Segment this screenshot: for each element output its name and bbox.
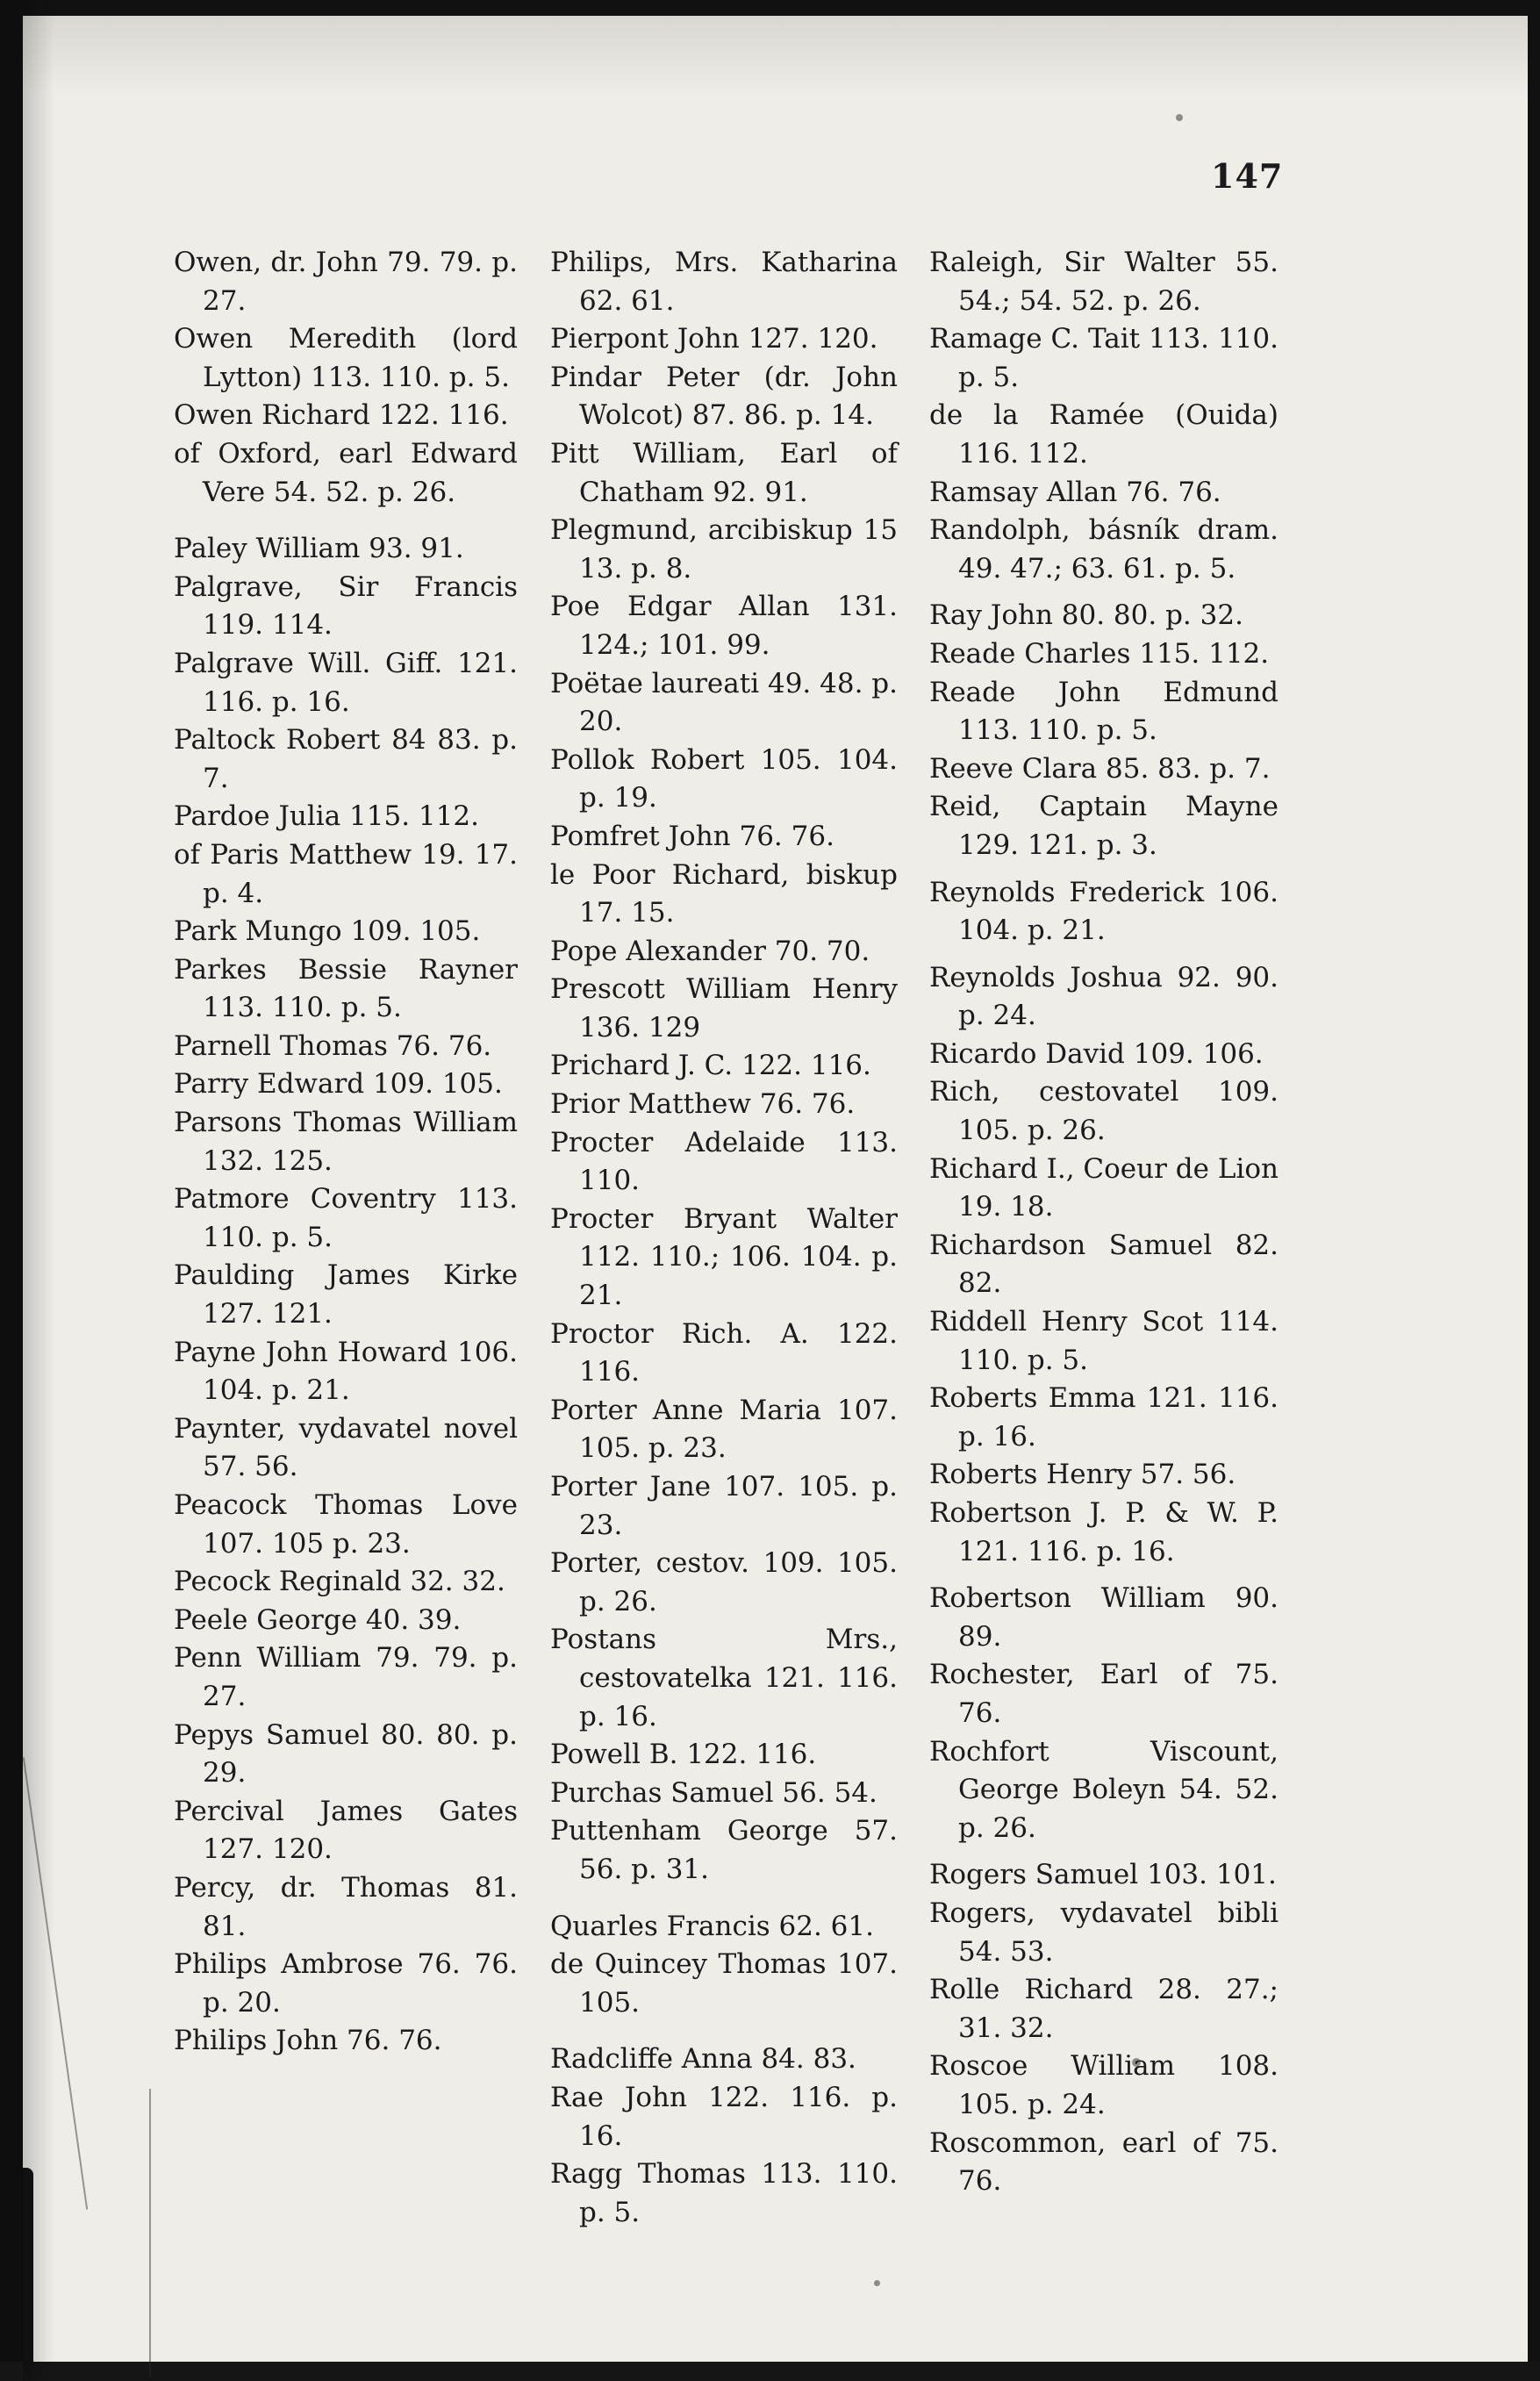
index-entry: Owen Richard 122. 116. bbox=[174, 399, 509, 432]
index-entry: Raleigh, Sir Walter 55. 54.; 54. 52. p. 26. bbox=[929, 247, 1279, 317]
index-entry: Owen Meredith (lord Lytton) 113. 110. p. 5. bbox=[174, 323, 518, 393]
index-entry: Reynolds Frederick 106. 104. p. 21. bbox=[929, 876, 1279, 947]
index-entry: Percival James Gates 127. 120. bbox=[174, 1795, 518, 1866]
page-number: 147 bbox=[1211, 156, 1284, 196]
index-entry: Rochester, Earl of 75. 76. bbox=[929, 1659, 1279, 1729]
index-entry: Paley William 93. 91. bbox=[174, 533, 464, 565]
index-entry: Pierpont John 127. 120. bbox=[550, 323, 878, 355]
index-entry: Porter Jane 107. 105. p. 23. bbox=[550, 1471, 898, 1541]
index-column-2 bbox=[550, 244, 898, 2232]
index-entry: Pitt William, Earl of Chatham 92. 91. bbox=[550, 437, 898, 508]
index-entry: Riddell Henry Scot 114. 110. p. 5. bbox=[929, 1306, 1279, 1376]
index-entry: Powell B. 122. 116. bbox=[550, 1739, 817, 1771]
binding-thread bbox=[149, 2089, 151, 2378]
index-entry: Postans Mrs., cestovatelka 121. 116. p. 16. bbox=[550, 1624, 898, 1732]
index-entry: Patmore Coventry 113. 110. p. 5. bbox=[174, 1183, 518, 1253]
index-entry: Prior Matthew 76. 76. bbox=[550, 1088, 856, 1121]
index-entry: Ramage C. Tait 113. 110. p. 5. bbox=[929, 323, 1279, 393]
index-entry: Parsons Thomas William 132. 125. bbox=[174, 1107, 518, 1177]
index-entry: Pomfret John 76. 76. bbox=[550, 820, 834, 852]
index-entry: Pollok Robert 105. 104. p. 19. bbox=[550, 743, 898, 814]
index-entry: Rolle Richard 28. 27.; 31. 32. bbox=[929, 1974, 1279, 2044]
index-entry: de Quincey Thomas 107. 105. bbox=[550, 1948, 898, 2019]
index-entry: Porter Anne Maria 107. 105. p. 23. bbox=[550, 1394, 898, 1465]
index-entry: Pardoe Julia 115. 112. bbox=[174, 800, 479, 833]
index-entry: Pecock Reginald 32. 32. bbox=[174, 1566, 505, 1598]
index-entry: Philips, Mrs. Katharina 62. 61. bbox=[550, 247, 898, 317]
index-entry: Roscoe William 108. 105. p. 24. bbox=[929, 2050, 1279, 2120]
ink-speck bbox=[1176, 114, 1183, 121]
index-entry: Prichard J. C. 122. 116. bbox=[550, 1050, 871, 1082]
index-entry: Purchas Samuel 56. 54. bbox=[550, 1776, 877, 1809]
index-entry: Roberts Emma 121. 116. p. 16. bbox=[929, 1382, 1279, 1452]
index-entry: le Poor Richard, biskup 17. 15. bbox=[550, 858, 898, 929]
index-entry: Reynolds Joshua 92. 90. p. 24. bbox=[929, 961, 1279, 1032]
index-entry: Park Mungo 109. 105. bbox=[174, 915, 481, 948]
index-entry: Poe Edgar Allan 131. 124.; 101. 99. bbox=[550, 591, 898, 661]
index-entry: Procter Adelaide 113. 110. bbox=[550, 1126, 898, 1197]
index-entry: Quarles Francis 62. 61. bbox=[550, 1910, 874, 1942]
index-entry: Palgrave Will. Giff. 121. 116. p. 16. bbox=[174, 647, 518, 718]
index-entry: Proctor Rich. A. 122. 116. bbox=[550, 1317, 898, 1388]
index-entry: Porter, cestov. 109. 105. p. 26. bbox=[550, 1547, 898, 1617]
index-entry: de la Ramée (Ouida) 116. 112. bbox=[929, 399, 1279, 470]
index-entry: Puttenham George 57. 56. p. 31. bbox=[550, 1815, 898, 1885]
index-entry: Rochfort Viscount, George Boleyn 54. 52. p. 26. bbox=[929, 1735, 1279, 1844]
index-entry: Reid, Captain Mayne 129. 121. p. 3. bbox=[929, 791, 1279, 861]
index-entry: Randolph, básník dram. 49. 47.; 63. 61. p. 5. bbox=[929, 514, 1279, 584]
index-entry: Rich, cestovatel 109. 105. p. 26. bbox=[929, 1076, 1279, 1147]
index-entry: Philips Ambrose 76. 76. p. 20. bbox=[174, 1948, 518, 2019]
index-entry: Richardson Samuel 82. 82. bbox=[929, 1229, 1279, 1300]
index-entry: Poëtae laureati 49. 48. p. 20. bbox=[550, 667, 898, 738]
index-entry: Ragg Thomas 113. 110. p. 5. bbox=[550, 2158, 898, 2228]
index-entry: Ramsay Allan 76. 76. bbox=[929, 476, 1221, 508]
index-entry: Paltock Robert 84 83. p. 7. bbox=[174, 724, 518, 794]
index-entry: Reade John Edmund 113. 110. p. 5. bbox=[929, 676, 1279, 747]
index-entry: Rae John 122. 116. p. 16. bbox=[550, 2081, 898, 2152]
scan-border-top bbox=[0, 0, 1540, 16]
index-entry: Peele George 40. 39. bbox=[174, 1603, 462, 1636]
index-entry: Parkes Bessie Rayner 113. 110. p. 5. bbox=[174, 953, 518, 1024]
index-entry: Robertson J. P. & W. P. 121. 116. p. 16. bbox=[929, 1497, 1279, 1567]
top-shadow bbox=[23, 16, 1528, 95]
index-entry: Reade Charles 115. 112. bbox=[929, 637, 1270, 670]
index-column-1 bbox=[174, 244, 518, 2061]
index-entry: Richard I., Coeur de Lion 19. 18. bbox=[929, 1152, 1279, 1223]
index-entry: Roscommon, earl of 75. 76. bbox=[929, 2126, 1279, 2198]
index-entry: Reeve Clara 85. 83. p. 7. bbox=[929, 752, 1271, 785]
index-entry: Robertson William 90. 89. bbox=[929, 1582, 1279, 1653]
binding-mark bbox=[23, 2168, 33, 2370]
index-entry: Radcliffe Anna 84. 83. bbox=[550, 2043, 856, 2076]
index-entry: Pope Alexander 70. 70. bbox=[550, 935, 870, 967]
scan-border-bottom bbox=[0, 2362, 1540, 2381]
index-entry: Plegmund, arcibiskup 15 13. p. 8. bbox=[550, 514, 898, 584]
index-entry: Parry Edward 109. 105. bbox=[174, 1068, 503, 1101]
index-entry: Pindar Peter (dr. John Wolcot) 87. 86. p. 14. bbox=[550, 361, 898, 432]
index-entry: Parnell Thomas 76. 76. bbox=[174, 1029, 492, 1062]
index-entry: Roberts Henry 57. 56. bbox=[929, 1459, 1236, 1491]
index-entry: Payne John Howard 106. 104. p. 21. bbox=[174, 1336, 518, 1407]
ink-speck bbox=[874, 2280, 880, 2286]
index-entry: Paulding James Kirke 127. 121. bbox=[174, 1259, 518, 1330]
scan-border-right bbox=[1528, 0, 1540, 2381]
index-entry: Rogers, vydavatel bibli 54. 53. bbox=[929, 1897, 1279, 1968]
index-entry: Palgrave, Sir Francis 119. 114. bbox=[174, 570, 518, 642]
index-entry: Philips John 76. 76. bbox=[174, 2025, 442, 2057]
index-entry: Rogers Samuel 103. 101. bbox=[929, 1859, 1277, 1891]
index-entry: Pepys Samuel 80. 80. p. 29. bbox=[174, 1718, 518, 1789]
index-entry: Percy, dr. Thomas 81. 81. bbox=[174, 1871, 518, 1942]
index-entry: Ray John 80. 80. p. 32. bbox=[929, 599, 1243, 632]
index-entry: Ricardo David 109. 106. bbox=[929, 1037, 1264, 1070]
scan-border-left bbox=[0, 0, 23, 2381]
gutter-shadow bbox=[23, 0, 54, 2381]
index-entry: Penn William 79. 79. p. 27. bbox=[174, 1642, 518, 1712]
index-entry: of Oxford, earl Edward Vere 54. 52. p. 26. bbox=[174, 437, 518, 508]
index-entry: Peacock Thomas Love 107. 105 p. 23. bbox=[174, 1489, 518, 1560]
index-entry: Paynter, vydavatel novel 57. 56. bbox=[174, 1412, 518, 1483]
index-entry: Procter Bryant Walter 112. 110.; 106. 104. p. 21. bbox=[550, 1202, 898, 1312]
index-entry: of Paris Matthew 19. 17. p. 4. bbox=[174, 838, 518, 909]
index-column-3 bbox=[929, 244, 1279, 2201]
index-entry: Owen, dr. John 79. 79. p. 27. bbox=[174, 247, 518, 317]
index-entry: Prescott William Henry 136. 129 bbox=[550, 973, 898, 1043]
